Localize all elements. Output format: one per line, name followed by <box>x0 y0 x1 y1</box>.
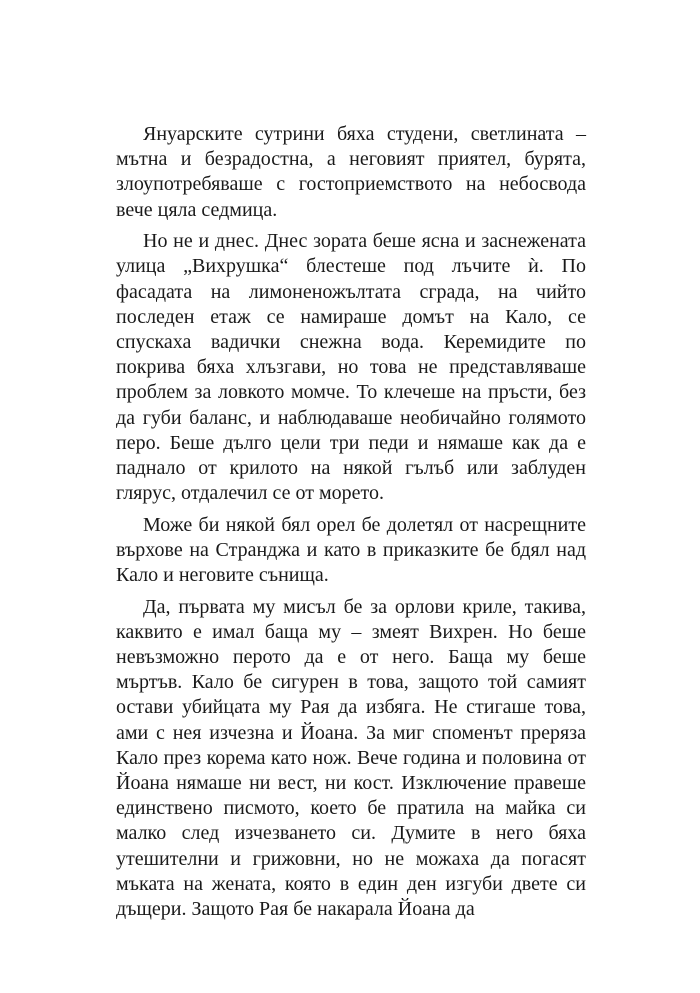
paragraph-4: Да, първата му мисъл бе за орлови криле, такива, каквито е имал баща му – змеят Вихрен. Но беше невъзможно перото да е от него. Баща му беше мъртъв. Кало бе сигурен в това, защото той самият остави убийцата му Рая да избяга. Не стигаше това, ами с нея изчезна и Йоана. За миг споменът преряза Кало през корема като нож. Вече година и половина от Йоана нямаше ни вест, ни кост. Изключение правеше единствено писмото, което бе пратила на майка си малко след изчезването си. Думите в него бяха утешителни и грижовни, но не можаха да погасят мъката на жената, която в един ден изгуби двете си дъщери. Защото Рая бе накарала Йоана да <box>116 595 586 920</box>
paragraph-1: Януарските сутрини бяха студени, светлината – мътна и безрадостна, а неговият приятел, бурята, злоупотребяваше с гостоприемството на небосвода вече цяла седмица. <box>116 123 586 221</box>
paragraph-2: Но не и днес. Днес зората беше ясна и заснежената улица „Вихрушка“ блестеше под лъчите ѝ. По фасадата на лимоненожълтата сграда, на чийто последен етаж се намираше домът на Кало, се спускаха вадички снежна вода. Керемидите по покрива бяха хлъзгави, но това не представляваше проблем за ловкото момче. То клечеше на пръсти, без да губи баланс, и наблюдаваше необичайно голямото перо. Беше дълго цели три педи и нямаше как да е паднало от крилото на някой гълъб или заблуден глярус, отдалечил се от морето. <box>116 230 586 505</box>
paragraph-3: Може би някой бял орел бе долетял от насрещните върхове на Странджа и като в приказките бе бдял над Кало и неговите сънища. <box>116 513 586 587</box>
body-text <box>116 122 586 922</box>
